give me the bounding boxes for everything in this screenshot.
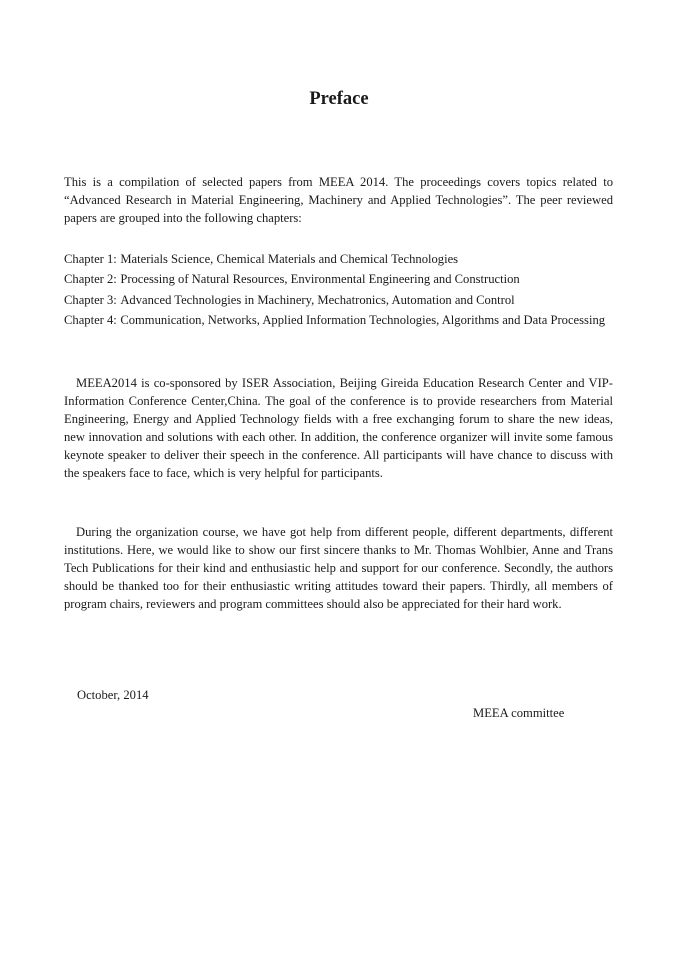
chapter-list [64, 251, 624, 332]
chapter-item [64, 312, 624, 330]
chapter-text: Processing of Natural Resources, Environmental Engineering and Construction [120, 272, 520, 287]
page-title: Preface [309, 89, 369, 109]
sponsor-paragraph: MEEA2014 is co-sponsored by ISER Association, Beijing Gireida Education Research Center and VIP-Information Conference Center,China. The goal of the conference is to provide researchers from Material Engineering, Energy and Applied Technology fields with a free exchanging forum to share the new ideas, new innovation and solutions with each other. In addition, the conference organizer will invite some famous keynote speaker to deliver their speech in the conference. All participants will have chance to discuss with the speakers face to face, which is very helpful for participants. [64, 376, 613, 480]
chapter-label: Chapter 4: [64, 312, 117, 327]
chapter-item [64, 251, 624, 269]
intro-paragraph: This is a compilation of selected papers from MEEA 2014. The proceedings covers topics related to “Advanced Research in Material Engineering, Machinery and Applied Technologies”. The peer reviewed papers are grouped into the following chapters: [64, 175, 613, 225]
acknowledgement-paragraph: During the organization course, we have got help from different people, different departments, different institutions. Here, we would like to show our first sincere thanks to Mr. Thomas Wohlbier, Anne and Trans Tech Publications for their kind and enthusiastic help and support for our conference. Secondly, the authors should be thanked too for their enthusiastic writing attitudes toward their papers. Thirdly, all members of program chairs, reviewers and program committees should also be appreciated for their hard work. [64, 525, 613, 611]
chapter-text: Advanced Technologies in Machinery, Mechatronics, Automation and Control [120, 292, 515, 307]
signature-line: MEEA committee [473, 706, 565, 720]
chapter-label: Chapter 1: [64, 252, 117, 266]
date-line: October, 2014 [77, 688, 149, 702]
chapter-text: Communication, Networks, Applied Information Technologies, Algorithms and Data Processing [120, 312, 606, 327]
chapter-item [64, 271, 624, 289]
chapter-label: Chapter 3: [64, 292, 117, 307]
chapter-item [64, 292, 624, 310]
chapter-label: Chapter 2: [64, 272, 117, 287]
chapter-text: Materials Science, Chemical Materials and Chemical Technologies [120, 252, 459, 266]
